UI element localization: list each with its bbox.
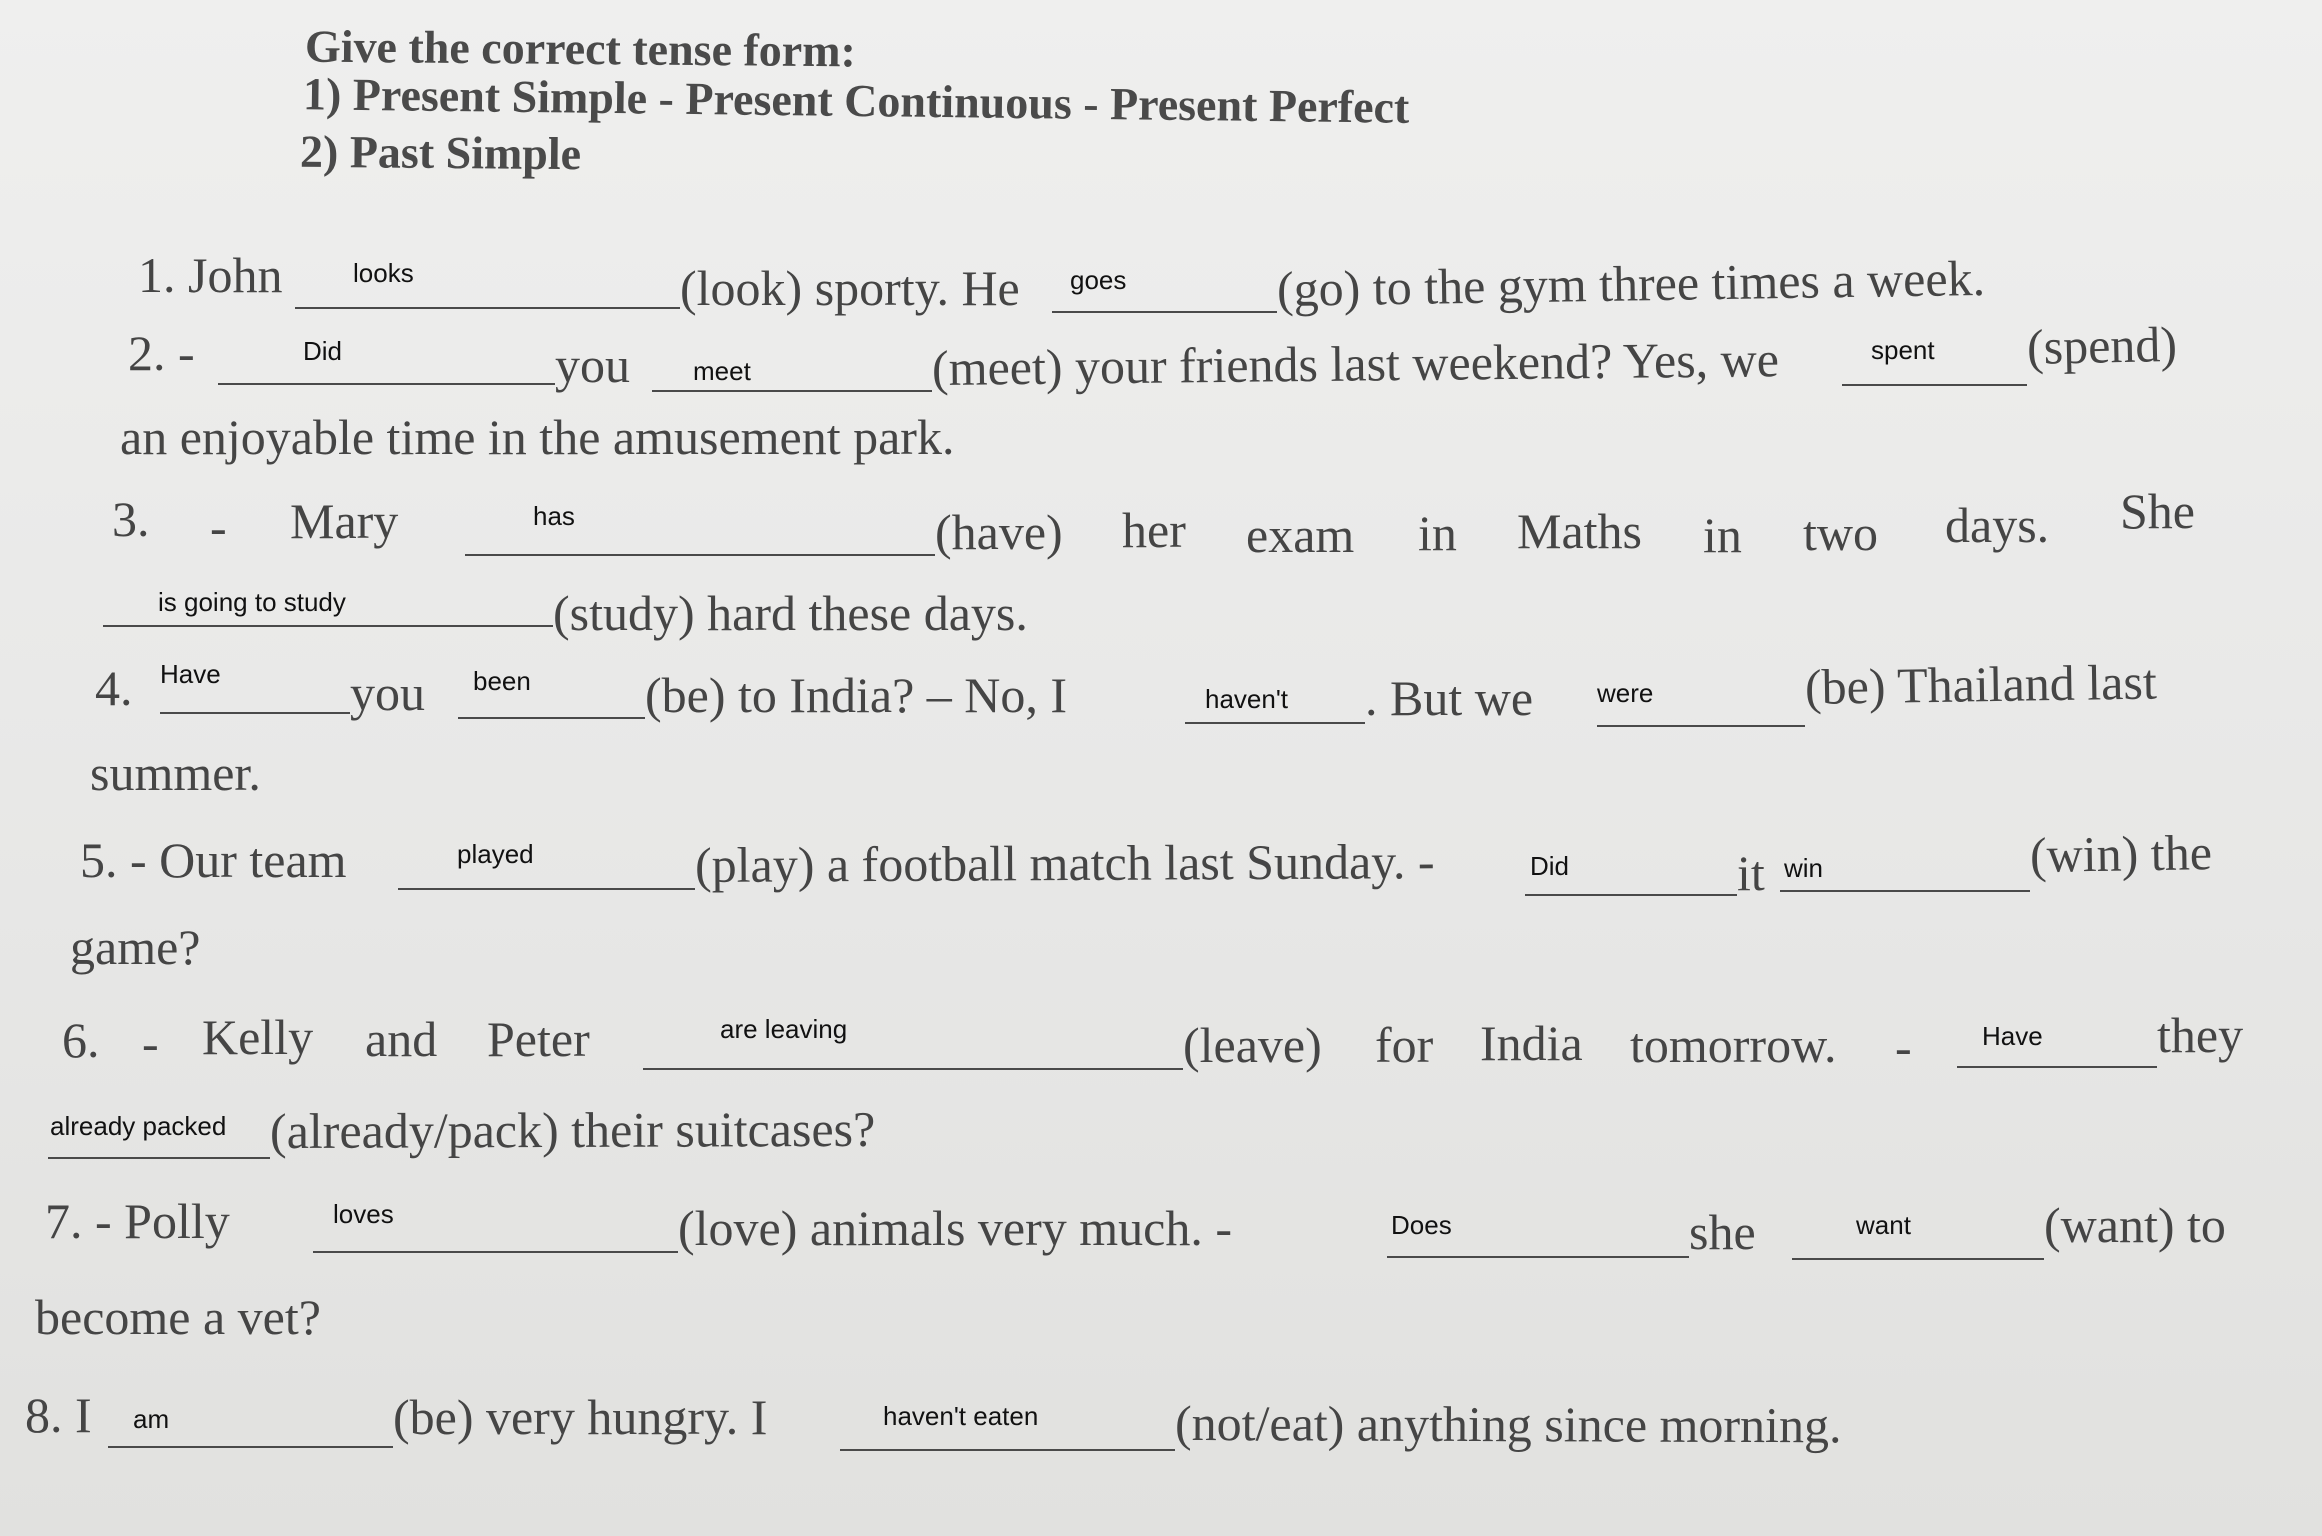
q1-blank-1[interactable] xyxy=(295,307,680,309)
q4-text-3: . But we xyxy=(1365,670,1534,726)
q4-answer-2: been xyxy=(473,666,531,696)
q8-blank-2[interactable] xyxy=(840,1449,1175,1451)
q3-word-her: her xyxy=(1122,502,1186,558)
q2-blank-2[interactable] xyxy=(652,390,932,392)
page-corner-mark xyxy=(2232,1522,2322,1536)
q3-word-exam: exam xyxy=(1246,507,1355,563)
q3-number: 3. xyxy=(112,491,150,547)
q4-answer-1: Have xyxy=(160,659,221,689)
task-2-description: 2) Past Simple xyxy=(299,125,582,180)
q3-line-2: (study) hard these days. xyxy=(553,585,1028,641)
q7-number: 7. - Polly xyxy=(45,1193,230,1249)
q3-word-two: two xyxy=(1803,505,1878,561)
q6-word-leave: (leave) xyxy=(1183,1017,1322,1073)
q6-dash-2: - xyxy=(1895,1019,1912,1075)
q3-word-mary: Mary xyxy=(290,493,399,549)
q6-line-2: (already/pack) their suitcases? xyxy=(269,1100,876,1159)
q8-text-2: (not/eat) anything since morning. xyxy=(1174,1395,1842,1454)
q7-blank-1[interactable] xyxy=(313,1251,678,1253)
q7-text-2: she xyxy=(1689,1204,1756,1260)
q2-number: 2. - xyxy=(128,325,195,381)
q7-text-3: (want) to xyxy=(2044,1197,2226,1253)
q3-word-have: (have) xyxy=(935,504,1063,560)
q7-text-1: (love) animals very much. - xyxy=(678,1200,1232,1256)
worksheet-title: Give the correct tense form: xyxy=(304,20,857,77)
q3-word-in: in xyxy=(1418,505,1457,561)
q8-number: 8. I xyxy=(25,1387,92,1443)
q2-blank-3[interactable] xyxy=(1842,384,2027,386)
q2-blank-1[interactable] xyxy=(218,383,555,385)
q2-answer-3: spent xyxy=(1871,335,1935,365)
q3-answer-2: is going to study xyxy=(158,587,346,617)
q1-answer-1: looks xyxy=(353,258,414,288)
q7-answer-2: Does xyxy=(1391,1210,1452,1240)
q7-answer-1: loves xyxy=(333,1199,394,1229)
q5-answer-2: Did xyxy=(1530,851,1570,881)
q8-answer-2: haven't eaten xyxy=(883,1401,1039,1431)
q4-blank-3[interactable] xyxy=(1185,722,1365,724)
q2-answer-2: meet xyxy=(693,356,751,386)
q3-word-in-2: in xyxy=(1703,507,1742,563)
q2-answer-1: Did xyxy=(303,336,343,366)
q6-word-kelly: Kelly xyxy=(202,1009,314,1065)
q2-line-2: an enjoyable time in the amusement park. xyxy=(120,409,955,465)
q5-line-2: game? xyxy=(70,919,201,975)
q4-answer-3: haven't xyxy=(1205,684,1289,714)
q4-text-2: (be) to India? – No, I xyxy=(645,667,1068,723)
q1-answer-2: goes xyxy=(1070,265,1127,295)
q5-answer-1: played xyxy=(457,839,534,869)
q5-text-1: (play) a football match last Sunday. - xyxy=(694,833,1435,893)
q1-blank-2[interactable] xyxy=(1052,311,1277,313)
q8-blank-1[interactable] xyxy=(108,1446,393,1448)
q6-word-india: India xyxy=(1480,1015,1583,1071)
q6-answer-2: Have xyxy=(1982,1021,2043,1051)
task-1-description: 1) Present Simple - Present Continuous - Present Perfect xyxy=(302,68,1410,133)
q4-number: 4. xyxy=(95,660,133,716)
q5-answer-3: win xyxy=(1784,853,1824,883)
q5-blank-1[interactable] xyxy=(398,888,695,890)
q6-dash: - xyxy=(142,1015,159,1071)
q3-blank-1[interactable] xyxy=(465,554,935,556)
q7-blank-2[interactable] xyxy=(1387,1256,1689,1258)
q6-word-for: for xyxy=(1375,1017,1434,1073)
q5-text-2: it xyxy=(1737,845,1765,901)
q8-text-1: (be) very hungry. I xyxy=(393,1389,768,1445)
q4-answer-4: were xyxy=(1597,678,1654,708)
q4-text-4: (be) Thailand last xyxy=(1804,653,2158,715)
q2-text-3: (spend) xyxy=(2026,315,2178,375)
q4-blank-1[interactable] xyxy=(160,712,350,714)
q3-word-maths: Maths xyxy=(1517,503,1642,559)
q1-text-2: (go) to the gym three times a week. xyxy=(1276,249,1986,317)
q5-number: 5. - Our team xyxy=(80,832,347,888)
q4-blank-4[interactable] xyxy=(1597,725,1805,727)
q5-blank-3[interactable] xyxy=(1780,890,2030,892)
q2-text-2: (meet) your friends last weekend? Yes, we xyxy=(931,331,1780,396)
q6-blank-3[interactable] xyxy=(48,1157,270,1159)
q7-blank-3[interactable] xyxy=(1792,1258,2044,1260)
q8-answer-1: am xyxy=(133,1404,170,1434)
q6-word-tomorrow: tomorrow. xyxy=(1630,1017,1837,1073)
q2-text-1: you xyxy=(555,337,630,393)
q6-answer-1: are leaving xyxy=(720,1014,848,1044)
q1-number: 1. John xyxy=(138,247,283,303)
q7-line-2: become a vet? xyxy=(35,1289,321,1345)
q3-word-she: She xyxy=(2120,483,2195,539)
q5-text-3: (win) the xyxy=(2029,824,2213,883)
q6-blank-2[interactable] xyxy=(1957,1066,2157,1068)
q3-dash: - xyxy=(210,499,227,555)
q3-blank-2[interactable] xyxy=(103,625,553,627)
q3-word-days: days. xyxy=(1945,497,2050,553)
q6-answer-3: already packed xyxy=(50,1111,227,1141)
q4-blank-2[interactable] xyxy=(458,717,645,719)
q6-word-peter: Peter xyxy=(487,1011,590,1067)
q5-blank-2[interactable] xyxy=(1525,894,1737,896)
q7-answer-3: want xyxy=(1856,1210,1911,1240)
q1-text-1: (look) sporty. He xyxy=(680,260,1020,316)
q4-line-2: summer. xyxy=(90,745,261,801)
q3-answer-1: has xyxy=(533,501,575,531)
q6-blank-1[interactable] xyxy=(643,1068,1183,1070)
q6-word-and: and xyxy=(365,1011,438,1067)
q6-word-they: they xyxy=(2157,1007,2244,1063)
q6-number: 6. xyxy=(62,1012,100,1068)
q4-text-1: you xyxy=(350,665,425,721)
